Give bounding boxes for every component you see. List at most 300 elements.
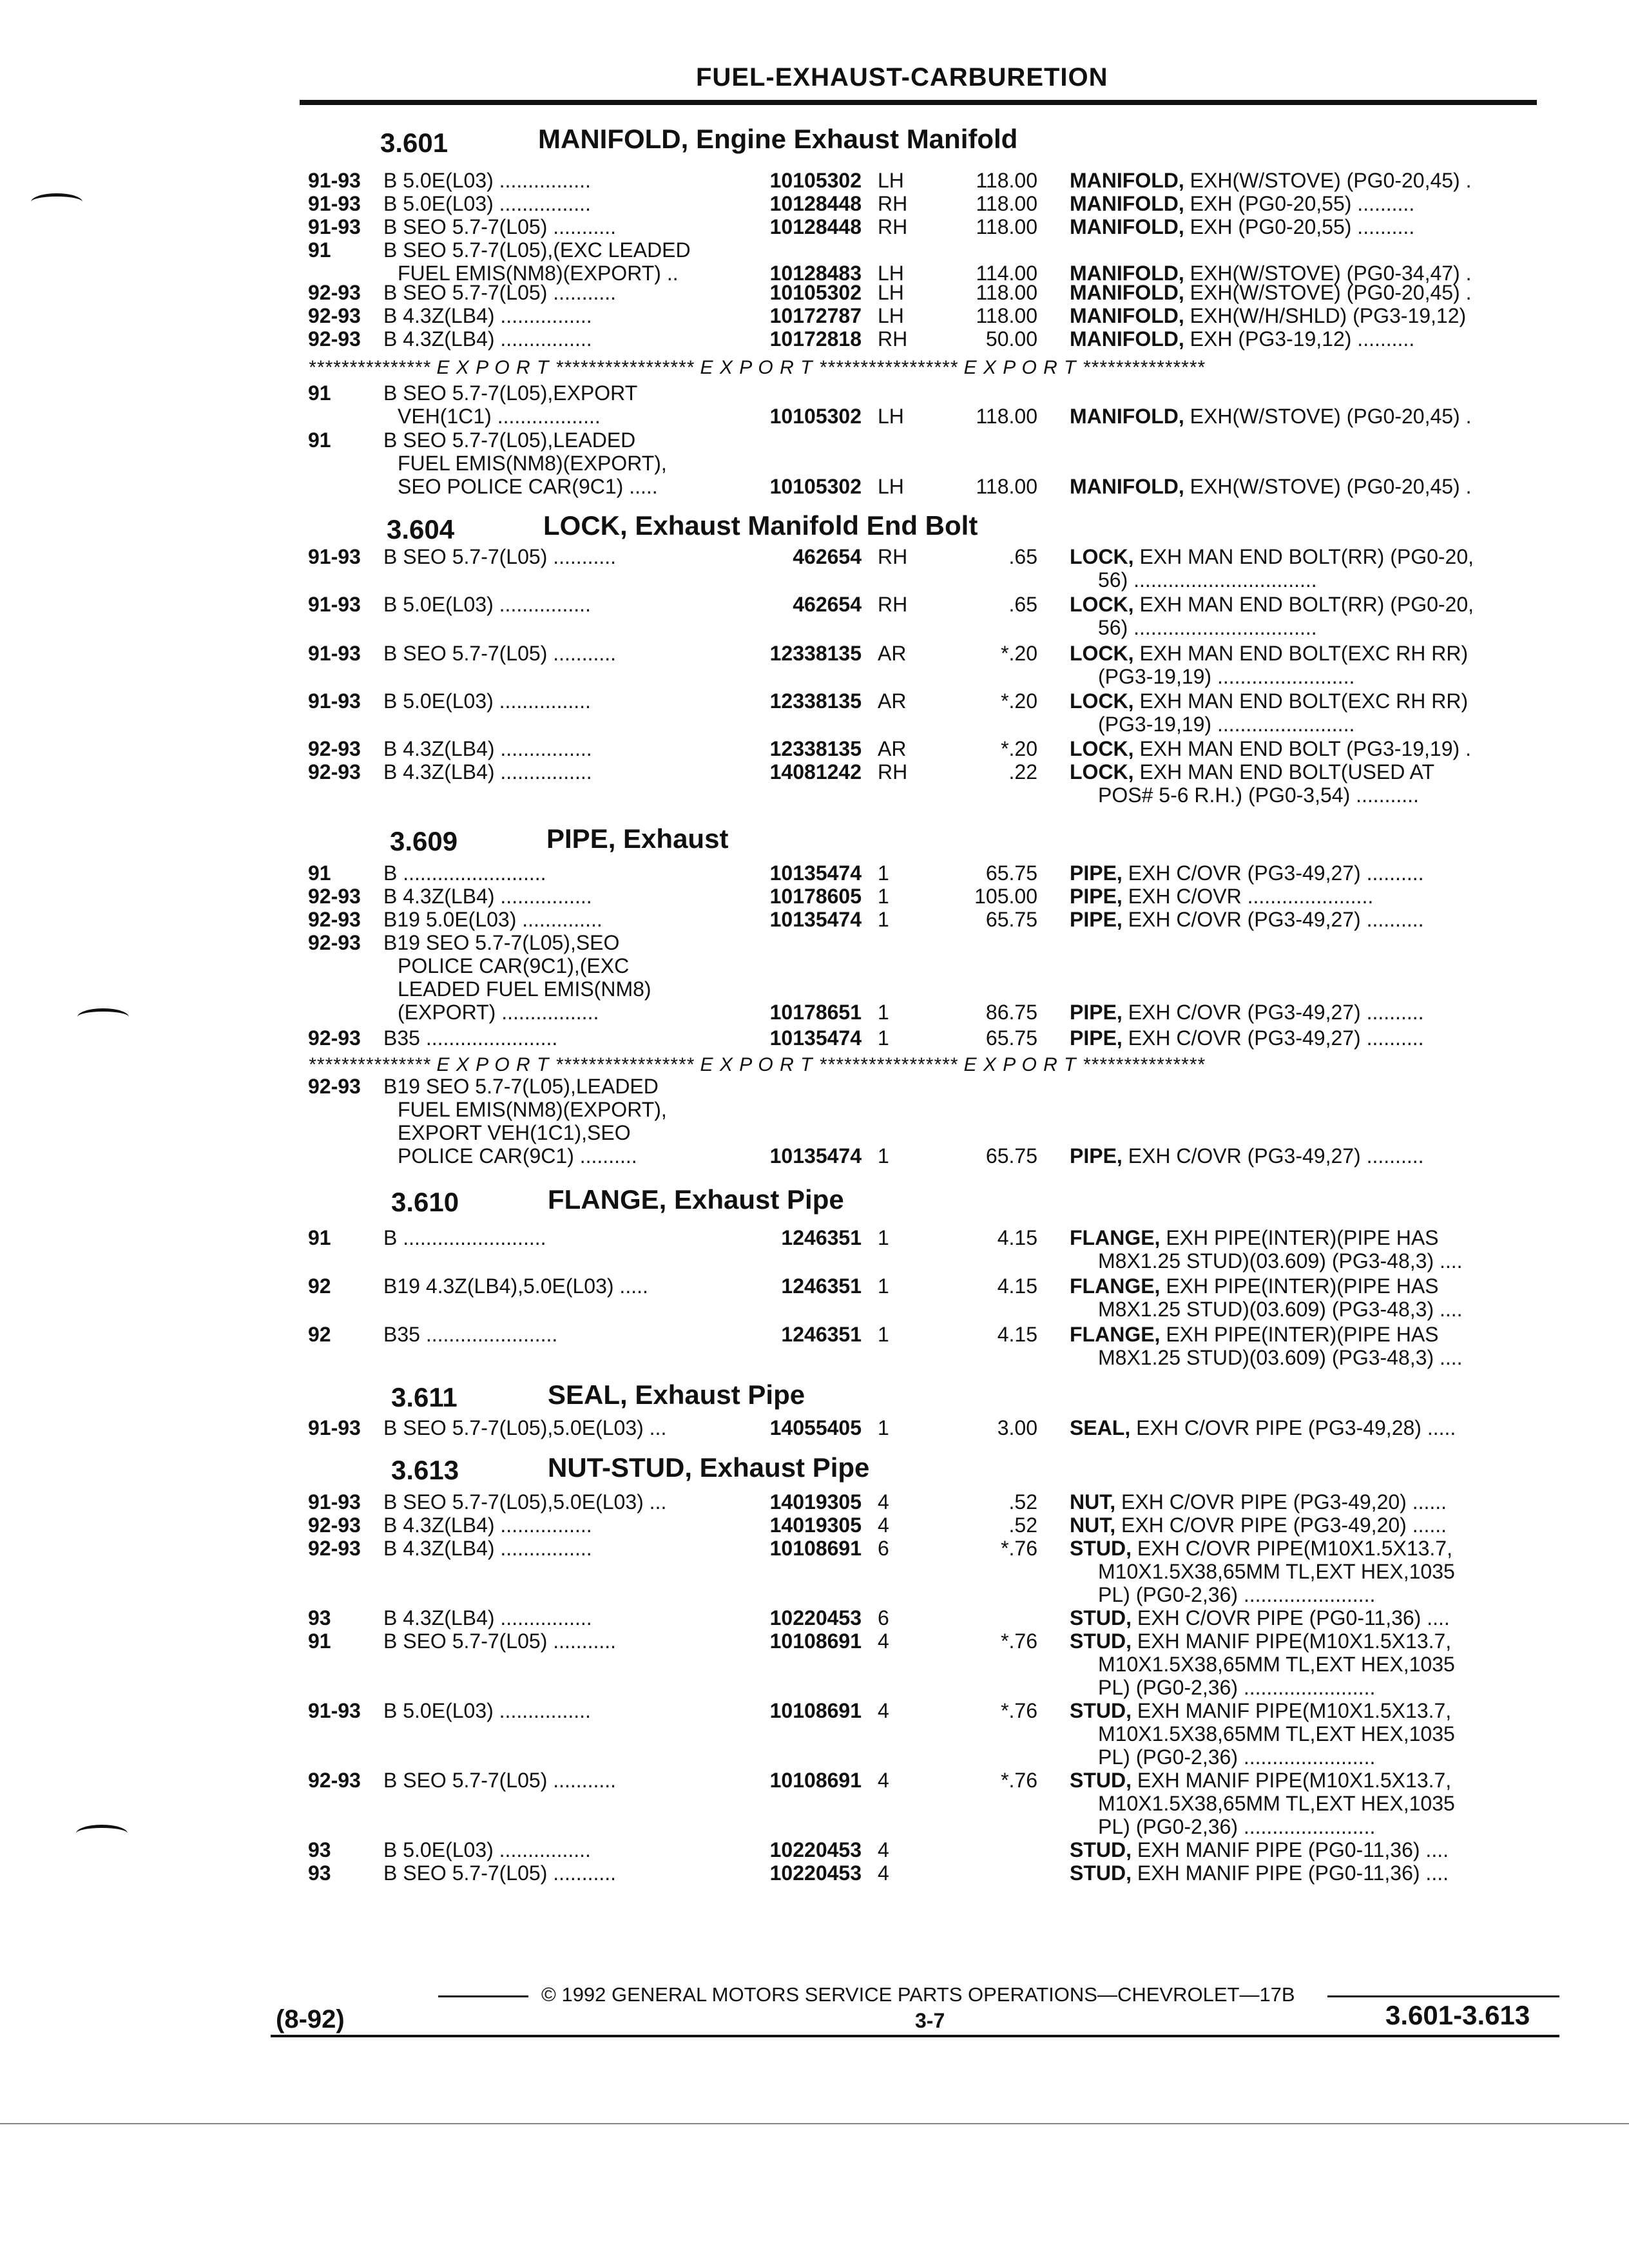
page-title: FUEL-EXHAUST-CARBURETION bbox=[696, 63, 1108, 91]
model-year: 92-93 bbox=[308, 885, 361, 908]
quantity: 1 bbox=[878, 1323, 889, 1346]
section-number: 3.609 bbox=[390, 826, 458, 856]
description-line: B SEO 5.7-7(L05) ........... bbox=[383, 1629, 617, 1653]
model-year: 92-93 bbox=[308, 1075, 361, 1098]
part-name bbox=[1070, 1001, 1540, 1024]
price: .65 bbox=[1008, 593, 1037, 616]
description-line: B 5.0E(L03) ................ bbox=[383, 1838, 591, 1861]
export-banner: *************** E X P O R T ***************** E X P O R T ***************** E X P O R T *************** bbox=[308, 1055, 1205, 1075]
part-name bbox=[1070, 1323, 1540, 1369]
part-name-line: LOCK, EXH MAN END BOLT(USED AT bbox=[1070, 760, 1434, 783]
part-name-line: M10X1.5X38,65MM TL,EXT HEX,1035 bbox=[1098, 1722, 1455, 1745]
price: 65.75 bbox=[985, 908, 1037, 931]
quantity: RH bbox=[878, 327, 908, 351]
price: 118.00 bbox=[976, 405, 1037, 428]
part-name-line: M10X1.5X38,65MM TL,EXT HEX,1035 bbox=[1098, 1560, 1455, 1583]
part-name-line: MANIFOLD, EXH(W/STOVE) (PG0-20,45) . bbox=[1070, 169, 1472, 192]
description-line: B35 ....................... bbox=[383, 1323, 558, 1346]
part-number: 10172818 bbox=[769, 327, 862, 351]
quantity: 6 bbox=[878, 1606, 889, 1629]
part-name bbox=[1070, 1769, 1540, 1838]
part-name-line: PL) (PG0-2,36) ....................... bbox=[1098, 1815, 1376, 1838]
part-number: 14019305 bbox=[769, 1490, 862, 1514]
description-line: FUEL EMIS(NM8)(EXPORT), bbox=[398, 452, 667, 475]
description-line: B ......................... bbox=[383, 861, 546, 885]
price: 118.00 bbox=[976, 192, 1037, 215]
section-number: 3.601 bbox=[380, 128, 448, 158]
application-description bbox=[383, 1075, 725, 1168]
part-name bbox=[1070, 593, 1540, 639]
description-line: B 5.0E(L03) ................ bbox=[383, 689, 591, 713]
description-line: FUEL EMIS(NM8)(EXPORT) .. bbox=[398, 262, 679, 285]
part-name bbox=[1070, 1274, 1540, 1321]
application-description bbox=[383, 304, 725, 327]
model-year: 91-93 bbox=[308, 1490, 361, 1514]
price: 4.15 bbox=[997, 1274, 1037, 1298]
part-number: 10128483 bbox=[769, 262, 862, 285]
part-name bbox=[1070, 1416, 1540, 1439]
part-number: 10135474 bbox=[769, 1026, 862, 1050]
margin-mark bbox=[31, 193, 82, 211]
model-year: 92-93 bbox=[308, 760, 361, 783]
application-description bbox=[383, 192, 725, 215]
price: 118.00 bbox=[976, 304, 1037, 327]
part-name bbox=[1070, 885, 1540, 908]
part-number: 14019305 bbox=[769, 1514, 862, 1537]
model-year: 92-93 bbox=[308, 931, 361, 954]
quantity: LH bbox=[878, 405, 904, 428]
part-name-line: PIPE, EXH C/OVR (PG3-49,27) .......... bbox=[1070, 1026, 1424, 1050]
part-number: 462654 bbox=[793, 593, 862, 616]
description-line: FUEL EMIS(NM8)(EXPORT), bbox=[398, 1098, 667, 1121]
part-name bbox=[1070, 215, 1540, 238]
quantity: 4 bbox=[878, 1699, 889, 1722]
part-name-line: (PG3-19,19) ........................ bbox=[1098, 665, 1355, 688]
description-line: B19 SEO 5.7-7(L05),SEO bbox=[383, 931, 620, 954]
part-name-line: POS# 5-6 R.H.) (PG0-3,54) ........... bbox=[1098, 783, 1419, 807]
footer-bottom-rule bbox=[271, 2035, 1559, 2037]
quantity: 4 bbox=[878, 1629, 889, 1653]
export-banner: *************** E X P O R T ***************** E X P O R T ***************** E X P O R T *************** bbox=[308, 358, 1205, 378]
description-line: B19 4.3Z(LB4),5.0E(L03) ..... bbox=[383, 1274, 648, 1298]
description-line: B 4.3Z(LB4) ................ bbox=[383, 1514, 592, 1537]
part-number: 10105302 bbox=[769, 169, 862, 192]
part-name-line: 56) ................................ bbox=[1098, 568, 1317, 591]
description-line: B 4.3Z(LB4) ................ bbox=[383, 1537, 592, 1560]
part-name bbox=[1070, 169, 1540, 192]
application-description bbox=[383, 1629, 725, 1653]
price: 4.15 bbox=[997, 1323, 1037, 1346]
part-name-line: MANIFOLD, EXH (PG0-20,55) .......... bbox=[1070, 192, 1415, 215]
quantity: RH bbox=[878, 545, 908, 568]
application-description bbox=[383, 281, 725, 304]
quantity: 4 bbox=[878, 1861, 889, 1885]
description-line: B SEO 5.7-7(L05) ........... bbox=[383, 545, 617, 568]
quantity: 1 bbox=[878, 1026, 889, 1050]
part-name-line: PL) (PG0-2,36) ....................... bbox=[1098, 1676, 1376, 1699]
model-year: 92-93 bbox=[308, 737, 361, 760]
part-name bbox=[1070, 1026, 1540, 1050]
quantity: 4 bbox=[878, 1514, 889, 1537]
part-name-line: M10X1.5X38,65MM TL,EXT HEX,1035 bbox=[1098, 1792, 1455, 1815]
part-name bbox=[1070, 642, 1540, 688]
quantity: LH bbox=[878, 281, 904, 304]
section-title: MANIFOLD, Engine Exhaust Manifold bbox=[538, 124, 1018, 154]
footer-rule-right bbox=[1327, 1995, 1559, 1997]
part-name-line: M8X1.25 STUD)(03.609) (PG3-48,3) .... bbox=[1098, 1249, 1463, 1273]
description-line: B 5.0E(L03) ................ bbox=[383, 593, 591, 616]
part-name-line: M10X1.5X38,65MM TL,EXT HEX,1035 bbox=[1098, 1653, 1455, 1676]
part-name-line: STUD, EXH MANIF PIPE (PG0-11,36) .... bbox=[1070, 1838, 1449, 1861]
price: 4.15 bbox=[997, 1226, 1037, 1249]
model-year: 91-93 bbox=[308, 689, 361, 713]
model-year: 91 bbox=[308, 381, 331, 405]
application-description bbox=[383, 737, 725, 760]
part-name bbox=[1070, 1838, 1540, 1861]
model-year: 92-93 bbox=[308, 1026, 361, 1050]
application-description bbox=[383, 1416, 725, 1439]
price: 118.00 bbox=[976, 281, 1037, 304]
model-year: 93 bbox=[308, 1838, 331, 1861]
part-name-line: LOCK, EXH MAN END BOLT (PG3-19,19) . bbox=[1070, 737, 1471, 760]
part-number: 10105302 bbox=[769, 281, 862, 304]
part-number: 10178651 bbox=[769, 1001, 862, 1024]
part-number: 10128448 bbox=[769, 192, 862, 215]
quantity: LH bbox=[878, 169, 904, 192]
footer-section-range: 3.601-3.613 bbox=[1385, 2000, 1530, 2030]
model-year: 91-93 bbox=[308, 1416, 361, 1439]
part-number: 10135474 bbox=[769, 1144, 862, 1168]
model-year: 91-93 bbox=[308, 215, 361, 238]
part-name-line: FLANGE, EXH PIPE(INTER)(PIPE HAS bbox=[1070, 1226, 1439, 1249]
part-name-line: PL) (PG0-2,36) ....................... bbox=[1098, 1745, 1376, 1769]
model-year: 93 bbox=[308, 1861, 331, 1885]
description-line: B 4.3Z(LB4) ................ bbox=[383, 304, 592, 327]
quantity: 1 bbox=[878, 1001, 889, 1024]
quantity: RH bbox=[878, 760, 908, 783]
application-description bbox=[383, 689, 725, 713]
footer-rule-left bbox=[438, 1995, 528, 1997]
quantity: 4 bbox=[878, 1838, 889, 1861]
part-name-line: FLANGE, EXH PIPE(INTER)(PIPE HAS bbox=[1070, 1274, 1439, 1298]
part-name-line: STUD, EXH MANIF PIPE (PG0-11,36) .... bbox=[1070, 1861, 1449, 1885]
price: .52 bbox=[1008, 1514, 1037, 1537]
quantity: 1 bbox=[878, 1226, 889, 1249]
description-line: B35 ....................... bbox=[383, 1026, 558, 1050]
application-description bbox=[383, 545, 725, 568]
part-name-line: STUD, EXH C/OVR PIPE (PG0-11,36) .... bbox=[1070, 1606, 1450, 1629]
application-description bbox=[383, 169, 725, 192]
model-year: 92-93 bbox=[308, 908, 361, 931]
description-line: B 4.3Z(LB4) ................ bbox=[383, 737, 592, 760]
application-description bbox=[383, 428, 725, 498]
application-description bbox=[383, 861, 725, 885]
description-line: B 4.3Z(LB4) ................ bbox=[383, 1606, 592, 1629]
model-year: 91-93 bbox=[308, 192, 361, 215]
part-name-line: PIPE, EXH C/OVR (PG3-49,27) .......... bbox=[1070, 1144, 1424, 1168]
price: 50.00 bbox=[985, 327, 1037, 351]
price: *.76 bbox=[1001, 1699, 1037, 1722]
part-number: 14081242 bbox=[769, 760, 862, 783]
part-name bbox=[1070, 737, 1540, 760]
price: 105.00 bbox=[974, 885, 1037, 908]
model-year: 91-93 bbox=[308, 642, 361, 665]
section-title: NUT-STUD, Exhaust Pipe bbox=[548, 1452, 870, 1483]
part-name-line: LOCK, EXH MAN END BOLT(EXC RH RR) bbox=[1070, 689, 1469, 713]
price: 65.75 bbox=[985, 1144, 1037, 1168]
part-name-line: MANIFOLD, EXH(W/STOVE) (PG0-34,47) . bbox=[1070, 262, 1472, 285]
part-name-line: 56) ................................ bbox=[1098, 616, 1317, 639]
part-name-line: MANIFOLD, EXH(W/STOVE) (PG0-20,45) . bbox=[1070, 475, 1472, 498]
part-name bbox=[1070, 1629, 1540, 1699]
part-number: 10135474 bbox=[769, 861, 862, 885]
part-name-line: NUT, EXH C/OVR PIPE (PG3-49,20) ...... bbox=[1070, 1514, 1447, 1537]
model-year: 91-93 bbox=[308, 593, 361, 616]
model-year: 91 bbox=[308, 238, 331, 262]
part-name-line: STUD, EXH C/OVR PIPE(M10X1.5X13.7, bbox=[1070, 1537, 1452, 1560]
part-name-line: MANIFOLD, EXH (PG3-19,12) .......... bbox=[1070, 327, 1415, 351]
quantity: LH bbox=[878, 304, 904, 327]
application-description bbox=[383, 1606, 725, 1629]
part-number: 1246351 bbox=[781, 1274, 862, 1298]
application-description bbox=[383, 1838, 725, 1861]
part-name-line: MANIFOLD, EXH(W/STOVE) (PG0-20,45) . bbox=[1070, 405, 1472, 428]
part-name-line: PIPE, EXH C/OVR (PG3-49,27) .......... bbox=[1070, 1001, 1424, 1024]
description-line: B SEO 5.7-7(L05),(EXC LEADED bbox=[383, 238, 691, 262]
application-description bbox=[383, 1226, 725, 1249]
part-name bbox=[1070, 281, 1540, 304]
part-number: 10135474 bbox=[769, 908, 862, 931]
description-line: B SEO 5.7-7(L05) ........... bbox=[383, 215, 617, 238]
model-year: 91 bbox=[308, 1629, 331, 1653]
application-description bbox=[383, 1769, 725, 1792]
application-description bbox=[383, 908, 725, 931]
part-number: 10105302 bbox=[769, 405, 862, 428]
part-name-line: LOCK, EXH MAN END BOLT(RR) (PG0-20, bbox=[1070, 593, 1474, 616]
part-number: 14055405 bbox=[769, 1416, 862, 1439]
quantity: AR bbox=[878, 737, 907, 760]
quantity: LH bbox=[878, 475, 904, 498]
part-name bbox=[1070, 304, 1540, 327]
part-name bbox=[1070, 1490, 1540, 1514]
part-number: 10220453 bbox=[769, 1606, 862, 1629]
part-name-line: LOCK, EXH MAN END BOLT(EXC RH RR) bbox=[1070, 642, 1469, 665]
description-line: B SEO 5.7-7(L05),5.0E(L03) ... bbox=[383, 1416, 667, 1439]
price: *.20 bbox=[1001, 737, 1037, 760]
part-name bbox=[1070, 475, 1540, 498]
price: 65.75 bbox=[985, 1026, 1037, 1050]
model-year: 92-93 bbox=[308, 1769, 361, 1792]
price: 3.00 bbox=[997, 1416, 1037, 1439]
description-line: B19 SEO 5.7-7(L05),LEADED bbox=[383, 1075, 659, 1098]
description-line: POLICE CAR(9C1),(EXC bbox=[398, 954, 630, 977]
description-line: B SEO 5.7-7(L05),LEADED bbox=[383, 428, 636, 452]
model-year: 92-93 bbox=[308, 281, 361, 304]
description-line: B SEO 5.7-7(L05) ........... bbox=[383, 1861, 617, 1885]
application-description bbox=[383, 885, 725, 908]
model-year: 91 bbox=[308, 428, 331, 452]
part-name-line: STUD, EXH MANIF PIPE(M10X1.5X13.7, bbox=[1070, 1769, 1452, 1792]
part-number: 10128448 bbox=[769, 215, 862, 238]
title-rule bbox=[300, 100, 1537, 105]
model-year: 91-93 bbox=[308, 1699, 361, 1722]
model-year: 91-93 bbox=[308, 545, 361, 568]
part-number: 10220453 bbox=[769, 1861, 862, 1885]
application-description bbox=[383, 238, 725, 285]
description-line: POLICE CAR(9C1) .......... bbox=[398, 1144, 637, 1168]
model-year: 92-93 bbox=[308, 1514, 361, 1537]
scan-edge-line bbox=[0, 2123, 1629, 2124]
description-line: B SEO 5.7-7(L05) ........... bbox=[383, 281, 617, 304]
part-number: 10178605 bbox=[769, 885, 862, 908]
application-description bbox=[383, 760, 725, 783]
section-title: LOCK, Exhaust Manifold End Bolt bbox=[543, 510, 978, 541]
part-name-line: M8X1.25 STUD)(03.609) (PG3-48,3) .... bbox=[1098, 1346, 1463, 1369]
quantity: 1 bbox=[878, 885, 889, 908]
part-name bbox=[1070, 192, 1540, 215]
part-name bbox=[1070, 760, 1540, 807]
part-name bbox=[1070, 1226, 1540, 1273]
application-description bbox=[383, 1274, 725, 1298]
description-line: B 4.3Z(LB4) ................ bbox=[383, 885, 592, 908]
price: 65.75 bbox=[985, 861, 1037, 885]
description-line: B 4.3Z(LB4) ................ bbox=[383, 760, 592, 783]
section-title: FLANGE, Exhaust Pipe bbox=[548, 1184, 844, 1215]
quantity: 4 bbox=[878, 1490, 889, 1514]
application-description bbox=[383, 1026, 725, 1050]
part-number: 12338135 bbox=[769, 689, 862, 713]
part-name-line: STUD, EXH MANIF PIPE(M10X1.5X13.7, bbox=[1070, 1629, 1452, 1653]
part-name-line: M8X1.25 STUD)(03.609) (PG3-48,3) .... bbox=[1098, 1298, 1463, 1321]
quantity: AR bbox=[878, 689, 907, 713]
section-number: 3.604 bbox=[387, 514, 455, 544]
part-name bbox=[1070, 327, 1540, 351]
application-description bbox=[383, 642, 725, 665]
price: *.76 bbox=[1001, 1537, 1037, 1560]
description-line: B SEO 5.7-7(L05) ........... bbox=[383, 1769, 617, 1792]
application-description bbox=[383, 931, 725, 1024]
part-name bbox=[1070, 1606, 1540, 1629]
part-number: 462654 bbox=[793, 545, 862, 568]
part-name bbox=[1070, 689, 1540, 736]
part-name-line: PIPE, EXH C/OVR (PG3-49,27) .......... bbox=[1070, 908, 1424, 931]
application-description bbox=[383, 1323, 725, 1346]
quantity: 4 bbox=[878, 1769, 889, 1792]
part-name bbox=[1070, 405, 1540, 428]
description-line: B 5.0E(L03) ................ bbox=[383, 1699, 591, 1722]
model-year: 91-93 bbox=[308, 169, 361, 192]
quantity: RH bbox=[878, 192, 908, 215]
quantity: LH bbox=[878, 262, 904, 285]
description-line: B SEO 5.7-7(L05),EXPORT bbox=[383, 381, 638, 405]
price: 118.00 bbox=[976, 169, 1037, 192]
price: 118.00 bbox=[976, 215, 1037, 238]
application-description bbox=[383, 1537, 725, 1560]
footer-date-code: (8-92) bbox=[276, 2005, 345, 2033]
description-line: B 5.0E(L03) ................ bbox=[383, 169, 591, 192]
price: 86.75 bbox=[985, 1001, 1037, 1024]
section-number: 3.613 bbox=[391, 1455, 459, 1485]
description-line: B19 5.0E(L03) .............. bbox=[383, 908, 602, 931]
application-description bbox=[383, 1861, 725, 1885]
description-line: (EXPORT) ................. bbox=[398, 1001, 599, 1024]
part-name-line: PL) (PG0-2,36) ....................... bbox=[1098, 1583, 1376, 1606]
part-name bbox=[1070, 1144, 1540, 1168]
footer-page-number: 3-7 bbox=[915, 2009, 945, 2032]
application-description bbox=[383, 593, 725, 616]
price: *.76 bbox=[1001, 1629, 1037, 1653]
part-name bbox=[1070, 1537, 1540, 1606]
section-title: PIPE, Exhaust bbox=[546, 823, 729, 854]
part-number: 10108691 bbox=[769, 1629, 862, 1653]
model-year: 93 bbox=[308, 1606, 331, 1629]
part-number: 10172787 bbox=[769, 304, 862, 327]
part-number: 10108691 bbox=[769, 1537, 862, 1560]
margin-mark bbox=[76, 1825, 128, 1842]
model-year: 91 bbox=[308, 1226, 331, 1249]
part-number: 12338135 bbox=[769, 642, 862, 665]
section-number: 3.610 bbox=[391, 1187, 459, 1217]
application-description bbox=[383, 1514, 725, 1537]
description-line: VEH(1C1) .................. bbox=[398, 405, 601, 428]
part-name-line: LOCK, EXH MAN END BOLT(RR) (PG0-20, bbox=[1070, 545, 1474, 568]
part-name-line: PIPE, EXH C/OVR (PG3-49,27) .......... bbox=[1070, 861, 1424, 885]
price: *.20 bbox=[1001, 642, 1037, 665]
quantity: 1 bbox=[878, 1144, 889, 1168]
price: *.20 bbox=[1001, 689, 1037, 713]
part-name bbox=[1070, 1861, 1540, 1885]
model-year: 91 bbox=[308, 861, 331, 885]
price: .52 bbox=[1008, 1490, 1037, 1514]
application-description bbox=[383, 381, 725, 428]
part-number: 1246351 bbox=[781, 1226, 862, 1249]
part-number: 10220453 bbox=[769, 1838, 862, 1861]
part-name-line: MANIFOLD, EXH (PG0-20,55) .......... bbox=[1070, 215, 1415, 238]
quantity: RH bbox=[878, 215, 908, 238]
model-year: 92 bbox=[308, 1274, 331, 1298]
part-number: 1246351 bbox=[781, 1323, 862, 1346]
part-name bbox=[1070, 1514, 1540, 1537]
part-name-line: MANIFOLD, EXH(W/H/SHLD) (PG3-19,12) bbox=[1070, 304, 1467, 327]
description-line: B 4.3Z(LB4) ................ bbox=[383, 327, 592, 351]
application-description bbox=[383, 327, 725, 351]
part-name bbox=[1070, 1699, 1540, 1769]
section-title: SEAL, Exhaust Pipe bbox=[548, 1379, 805, 1410]
application-description bbox=[383, 1490, 725, 1514]
part-number: 10105302 bbox=[769, 475, 862, 498]
part-number: 10108691 bbox=[769, 1699, 862, 1722]
model-year: 92-93 bbox=[308, 1537, 361, 1560]
section-number: 3.611 bbox=[391, 1382, 458, 1412]
quantity: 1 bbox=[878, 1416, 889, 1439]
description-line: B SEO 5.7-7(L05) ........... bbox=[383, 642, 617, 665]
quantity: 6 bbox=[878, 1537, 889, 1560]
footer-copyright: © 1992 GENERAL MOTORS SERVICE PARTS OPERATIONS—CHEVROLET—17B bbox=[541, 1983, 1295, 2006]
part-number: 12338135 bbox=[769, 737, 862, 760]
model-year: 92 bbox=[308, 1323, 331, 1346]
model-year: 92-93 bbox=[308, 327, 361, 351]
price: .22 bbox=[1008, 760, 1037, 783]
description-line: LEADED FUEL EMIS(NM8) bbox=[398, 977, 651, 1001]
price: 118.00 bbox=[976, 475, 1037, 498]
description-line: B SEO 5.7-7(L05),5.0E(L03) ... bbox=[383, 1490, 667, 1514]
part-name-line: SEAL, EXH C/OVR PIPE (PG3-49,28) ..... bbox=[1070, 1416, 1456, 1439]
margin-mark bbox=[77, 1008, 129, 1026]
price: *.76 bbox=[1001, 1769, 1037, 1792]
quantity: RH bbox=[878, 593, 908, 616]
part-name bbox=[1070, 545, 1540, 591]
quantity: 1 bbox=[878, 1274, 889, 1298]
